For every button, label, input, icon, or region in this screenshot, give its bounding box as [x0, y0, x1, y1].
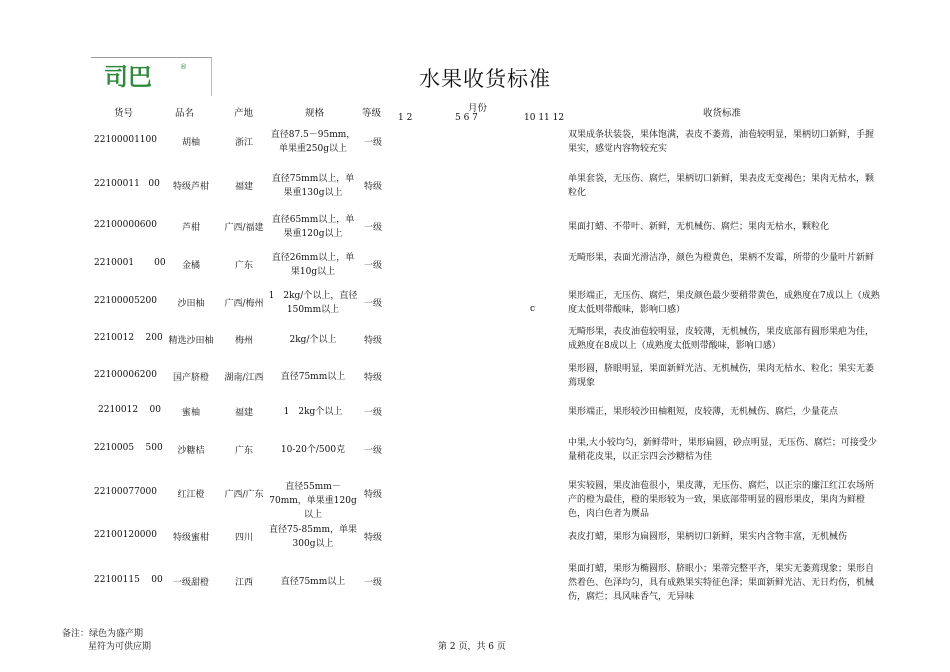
cell-code: 22100001100	[94, 135, 157, 145]
cell-grade: 特级	[363, 373, 382, 383]
header-months-group-1: 1 2	[398, 113, 413, 123]
footer-note-green: 备注：绿色为盛产期	[62, 629, 144, 639]
cell-origin: 广东	[234, 261, 253, 271]
cell-grade: 特级	[363, 182, 382, 192]
cell-standard: 果面打蜡、不带叶、新鲜，无机械伤、腐烂；果肉无枯水，颗粒化	[568, 222, 830, 232]
cell-standard: 无畸形果，表面光滑洁净，颜色为橙黄色，果柄不发霉，所带的少量叶片新鲜	[568, 253, 875, 263]
cell-name: 特级芦柑	[172, 182, 209, 192]
footer-note-star: 星符为可供应期	[88, 642, 152, 652]
cell-origin: 梅州	[234, 336, 253, 346]
cell-code: 2210012 00	[98, 405, 161, 415]
cell-grade: 特级	[363, 336, 382, 346]
cell-grade: 一级	[363, 408, 382, 418]
svg-text:®: ®	[180, 63, 187, 71]
cell-code: 2210012 200	[94, 333, 163, 343]
cell-standard: 果形端正，无压伤、腐烂，果皮颜色最少要稍带黄色，成熟度在7成以上（成熟度太低则带酸味，影响口感）	[568, 291, 880, 315]
cell-standard: 双果成条状装袋，果体饱满，表皮不萎蔫，油苞较明显，果柄切口新鲜，手握果实，感觉内容物较充实	[568, 130, 875, 154]
cell-grade: 一级	[363, 446, 382, 456]
header-code: 货号	[114, 108, 134, 119]
cell-grade: 一级	[363, 299, 382, 309]
cell-origin: 湖南/江西	[224, 373, 264, 383]
cell-name: 沙田柚	[177, 299, 205, 309]
header-origin: 产地	[234, 108, 254, 119]
header-grade: 等级	[362, 108, 382, 119]
cell-code: 22100120000	[94, 530, 157, 540]
cell-standard: 果形圆，脐眼明显，果面新鲜光洁、无机械伤，果肉无枯水、粒化；果实无萎蔫现象	[568, 364, 875, 388]
cell-code: 22100115 00	[94, 575, 163, 585]
cell-code: 22100006200	[94, 370, 157, 380]
cell-spec: 直径75mm以上	[280, 577, 346, 587]
cell-origin: 浙江	[234, 138, 253, 148]
cell-spec: 直径55mm－70mm，单果重120g以上	[269, 482, 357, 520]
cell-name: 金橘	[181, 261, 200, 271]
header-months-group-3: 10 11 12	[524, 113, 565, 123]
cell-origin: 福建	[234, 182, 253, 192]
cell-spec: 直径26mm以上，单果10g以上	[271, 253, 355, 277]
cell-name: 一级甜橙	[172, 578, 209, 588]
svg-text:司巴: 司巴	[104, 63, 152, 91]
cell-spec: 10-20个/500克	[280, 445, 346, 455]
header-months: 月份	[468, 103, 488, 114]
cell-spec: 直径75-85mm，单果300g以上	[268, 525, 357, 549]
cell-standard: 果面打蜡，果形为椭圆形、脐眼小；果蒂完整平齐，果实无萎蔫现象；果形自然着色、色泽均匀，具有成熟果实特征色泽；果面新鲜光洁、无日灼伤，机械伤，腐烂；具风味香气，无异味	[568, 564, 875, 602]
cell-spec: 1 2kg个以上	[283, 407, 343, 417]
cell-spec: 直径75mm以上，单果重130g以上	[271, 174, 355, 198]
cell-code: 22100011 00	[94, 179, 160, 189]
cell-standard: 单果套袋，无压伤、腐烂，果柄切口新鲜，果表皮无变褐色；果肉无枯水，颗粒化	[568, 174, 875, 198]
cell-spec: 直径75mm以上	[280, 372, 346, 382]
page-title: 水果收货标准	[419, 67, 551, 91]
cell-grade: 一级	[363, 261, 382, 271]
cell-grade: 一级	[363, 223, 382, 233]
header-standard: 收货标准	[703, 108, 742, 119]
cell-standard: 中果,大小较均匀，新鲜带叶，果形扁圆，砂点明显，无压伤、腐烂；可接受少量稍花皮果，以正宗四会沙糖桔为佳	[568, 438, 877, 462]
cell-spec: 1 2kg/个以上，直径150mm以上	[268, 291, 358, 315]
cell-origin: 广东	[234, 446, 253, 456]
cell-name: 沙糖桔	[177, 446, 205, 456]
cell-standard: 果实较圆，果皮油苞很小，果皮薄，无压伤、腐烂，以正宗的廉江红江农场所产的橙为最佳，橙的果形较为一致，果底部带明显的圆形果皮，果肉为鲜橙色，肉白色者为赝品	[568, 481, 875, 519]
supply-mark: c	[530, 304, 536, 314]
cell-spec: 直径65mm以上，单果重120g以上	[271, 215, 355, 239]
cell-grade: 一级	[363, 578, 382, 588]
cell-spec: 直径87.5－95mm，单果重250g以上	[270, 130, 356, 154]
cell-code: 2210001 00	[94, 258, 166, 268]
cell-origin: 广西/福建	[224, 223, 264, 233]
cell-standard: 表皮打蜡，果形为扁圆形，果柄切口新鲜，果实内含物丰富，无机械伤	[568, 532, 848, 542]
cell-grade: 一级	[363, 138, 382, 148]
cell-name: 特级蜜柑	[172, 533, 209, 543]
header-name: 品名	[175, 108, 195, 119]
cell-name: 国产脐橙	[172, 373, 209, 383]
cell-name: 红江橙	[177, 490, 205, 500]
cell-standard: 果形端正，果形较沙田柚粗短，皮较薄，无机械伤、腐烂，少量花点	[568, 407, 839, 417]
header-spec: 规格	[305, 108, 325, 119]
cell-origin: 江西	[234, 578, 253, 588]
cell-name: 精选沙田柚	[168, 336, 214, 346]
cell-code: 2210005 500	[94, 443, 163, 453]
cell-standard: 无畸形果，表皮油苞较明显，皮较薄，无机械伤，果皮底部有圆形果疤为佳，成熟度在8成以上（成熟度太低则带酸味，影响口感）	[568, 327, 875, 351]
cell-code: 22100005200	[94, 296, 157, 306]
cell-code: 22100000600	[94, 220, 157, 230]
cell-spec: 2kg/个以上	[289, 335, 337, 345]
cell-name: 胡柚	[181, 138, 200, 148]
cell-grade: 特级	[363, 490, 382, 500]
cell-origin: 福建	[234, 408, 253, 418]
page-number: 第 2 页，共 6 页	[438, 642, 506, 652]
cell-grade: 特级	[363, 533, 382, 543]
cell-origin: 四川	[234, 533, 253, 543]
cell-origin: 广西/广东	[224, 490, 264, 500]
cell-origin: 广西/梅州	[224, 299, 264, 309]
cell-name: 芦柑	[181, 223, 200, 233]
header-months-group-2: 5 6 7	[455, 113, 478, 123]
cell-name: 蜜柚	[181, 408, 200, 418]
cell-code: 22100077000	[94, 487, 157, 497]
